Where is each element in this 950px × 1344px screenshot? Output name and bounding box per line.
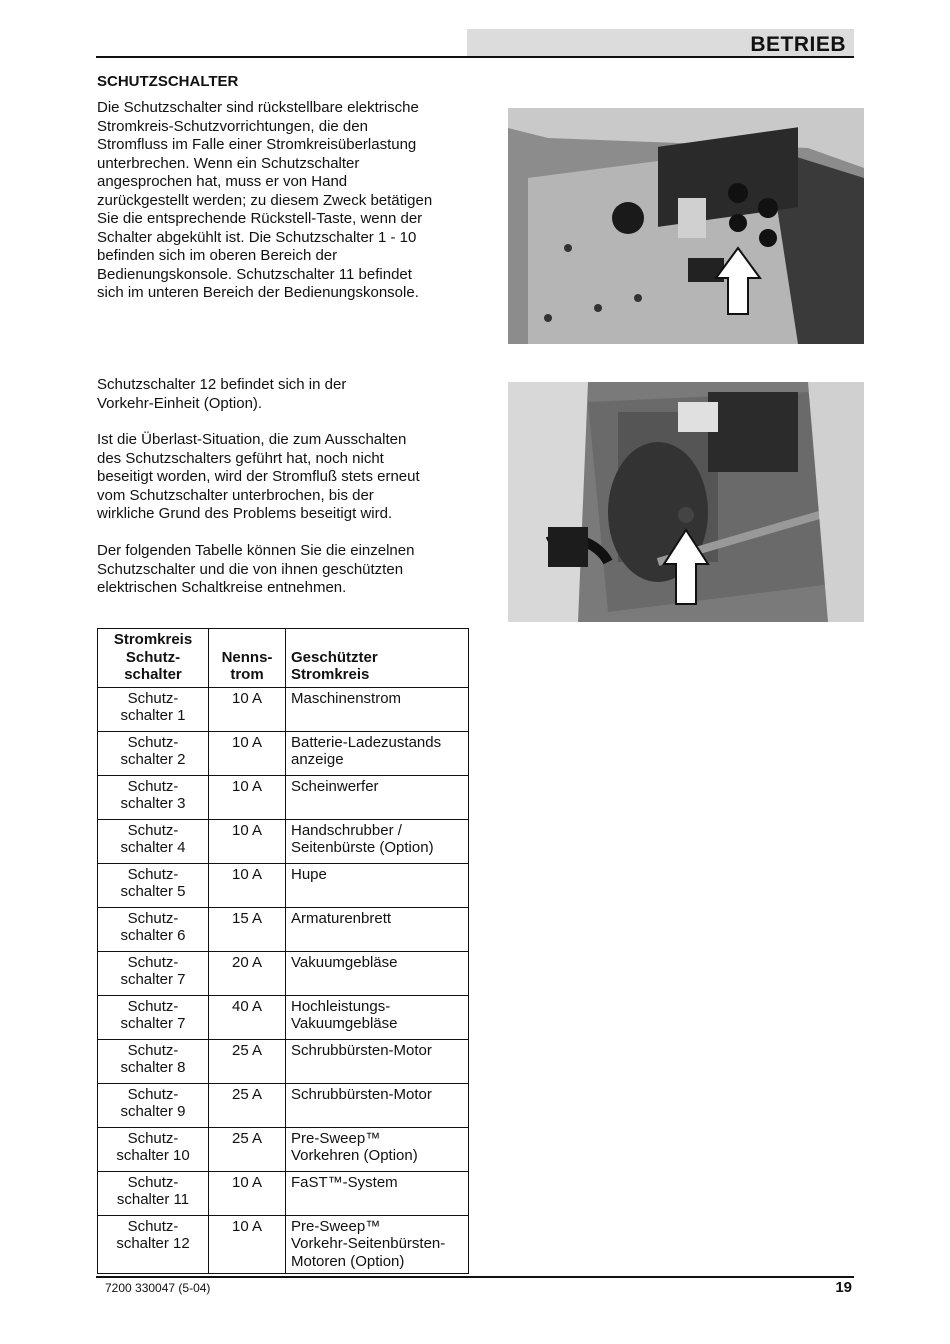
- table-row: [98, 995, 469, 1039]
- rating-cell: 10 A: [209, 687, 286, 731]
- circuit-cell: Hochleistungs- Vakuumgebläse: [286, 995, 469, 1039]
- rating-cell: 40 A: [209, 995, 286, 1039]
- table-row: [98, 1083, 469, 1127]
- table-row: [98, 1039, 469, 1083]
- breaker-cell: Schutz- schalter 7: [98, 995, 209, 1039]
- circuit-cell: Armaturenbrett: [286, 907, 469, 951]
- table-row: [98, 731, 469, 775]
- console-photo: [508, 108, 864, 344]
- circuit-cell: Batterie-Ladezustands anzeige: [286, 731, 469, 775]
- breaker-cell: Schutz- schalter 6: [98, 907, 209, 951]
- rating-cell: 25 A: [209, 1039, 286, 1083]
- breaker-cell: Schutz- schalter 7: [98, 951, 209, 995]
- intro-paragraph: Die Schutzschalter sind rückstellbare elektrische Stromkreis-Schutzvorrichtungen, die den Stromfluss im Falle einer Stromkreisüberlastung unterbrechen. Wenn ein Schutzschalter angesprochen hat, muss er von Hand zurückgestellt werden; zu diesem Zweck betätigen Sie die entsprechende Rückstell-Taste, wenn der Schalter abgekühlt ist. Die Schutzschalter 1 - 10 befinden sich im oberen Bereich der Bedienungskonsole. Schutzschalter 11 befindet sich im unteren Bereich der Bedienungskonsole.: [97, 99, 433, 301]
- table-row: [98, 907, 469, 951]
- table-header-row: [98, 629, 469, 688]
- rating-cell: 10 A: [209, 1171, 286, 1215]
- table-row: [98, 951, 469, 995]
- breaker-cell: Schutz- schalter 8: [98, 1039, 209, 1083]
- circuit-cell: Maschinenstrom: [286, 687, 469, 731]
- footer-rule: [96, 1276, 854, 1278]
- rating-cell: 10 A: [209, 863, 286, 907]
- document-number: 7200 330047 (5-04): [105, 1281, 211, 1295]
- circuit-cell: Pre-Sweep™ Vorkehr-Seitenbürsten- Motoren (Option): [286, 1215, 469, 1274]
- header-circuit: Geschützter Stromkreis: [286, 629, 469, 688]
- rating-cell: 10 A: [209, 819, 286, 863]
- circuit-cell: Vakuumgebläse: [286, 951, 469, 995]
- table-row: [98, 863, 469, 907]
- rating-cell: 10 A: [209, 1215, 286, 1274]
- rating-cell: 10 A: [209, 731, 286, 775]
- breaker-cell: Schutz- schalter 10: [98, 1127, 209, 1171]
- breaker-cell: Schutz- schalter 11: [98, 1171, 209, 1215]
- table-row: [98, 819, 469, 863]
- breaker-12-paragraph: Schutzschalter 12 befindet sich in der Vorkehr-Einheit (Option).: [97, 376, 347, 412]
- rating-cell: 25 A: [209, 1083, 286, 1127]
- rating-cell: 25 A: [209, 1127, 286, 1171]
- breaker-cell: Schutz- schalter 5: [98, 863, 209, 907]
- circuit-cell: Pre-Sweep™ Vorkehren (Option): [286, 1127, 469, 1171]
- circuit-cell: Schrubbürsten-Motor: [286, 1039, 469, 1083]
- table-row: [98, 1215, 469, 1274]
- breaker-cell: Schutz- schalter 12: [98, 1215, 209, 1274]
- circuit-cell: Schrubbürsten-Motor: [286, 1083, 469, 1127]
- circuit-breaker-table: [97, 628, 469, 1274]
- breaker-cell: Schutz- schalter 3: [98, 775, 209, 819]
- pre-sweep-photo: [508, 382, 864, 622]
- rating-cell: 20 A: [209, 951, 286, 995]
- section-heading: SCHUTZSCHALTER: [97, 73, 239, 90]
- rating-cell: 10 A: [209, 775, 286, 819]
- page-section-title: BETRIEB: [750, 33, 846, 56]
- table-row: [98, 1171, 469, 1215]
- breaker-cell: Schutz- schalter 1: [98, 687, 209, 731]
- page-number: 19: [835, 1279, 852, 1296]
- header-breaker: Stromkreis Schutz- schalter: [98, 629, 209, 688]
- circuit-cell: Scheinwerfer: [286, 775, 469, 819]
- breaker-cell: Schutz- schalter 4: [98, 819, 209, 863]
- table-row: [98, 775, 469, 819]
- rating-cell: 15 A: [209, 907, 286, 951]
- table-intro-paragraph: Der folgenden Tabelle können Sie die einzelnen Schutzschalter und die von ihnen geschützten elektrischen Schaltkreise entnehmen.: [97, 542, 415, 596]
- circuit-cell: Hupe: [286, 863, 469, 907]
- circuit-cell: Handschrubber / Seitenbürste (Option): [286, 819, 469, 863]
- circuit-cell: FaST™-System: [286, 1171, 469, 1215]
- breaker-cell: Schutz- schalter 9: [98, 1083, 209, 1127]
- header-rule: [96, 56, 854, 58]
- overload-paragraph: Ist die Überlast-Situation, die zum Ausschalten des Schutzschalters geführt hat, noch nicht beseitigt worden, wird der Stromfluß stets erneut vom Schutzschalter unterbrochen, bis der wirkliche Grund des Problems beseitigt wird.: [97, 431, 420, 522]
- header-rating: Nenns- trom: [209, 629, 286, 688]
- table-row: [98, 687, 469, 731]
- table-row: [98, 1127, 469, 1171]
- breaker-cell: Schutz- schalter 2: [98, 731, 209, 775]
